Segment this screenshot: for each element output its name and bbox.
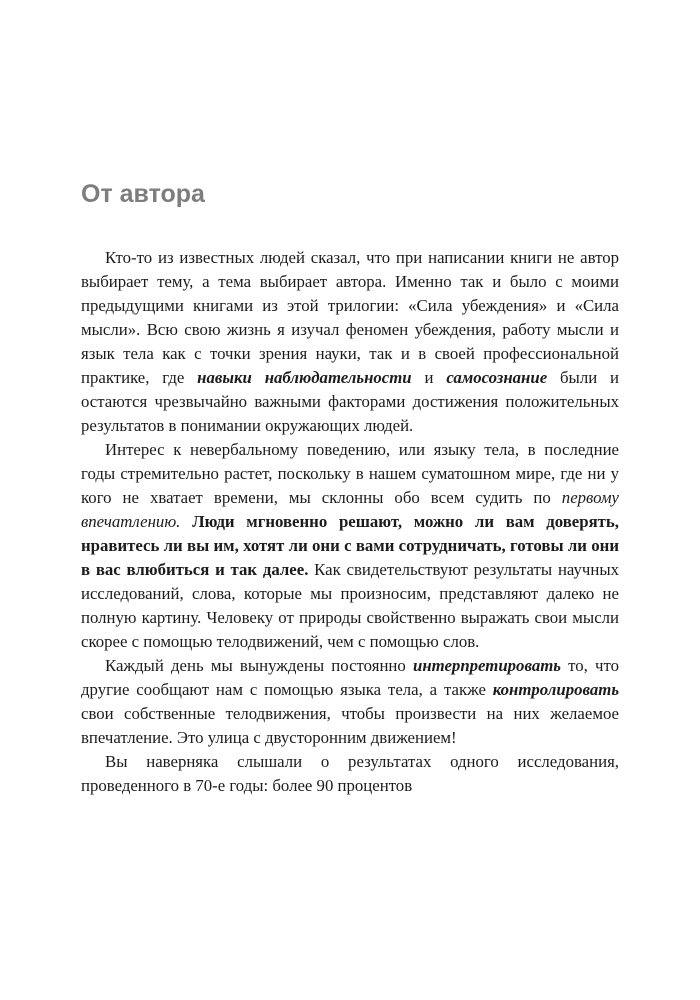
paragraph-3-italic-control: контролировать	[492, 680, 619, 699]
paragraph-4-text-1: Вы наверняка слышали о результатах одного исследования, проведенного в 70-е годы: более 90 процентов	[81, 752, 619, 795]
body-text	[81, 246, 619, 798]
paragraph-4	[81, 750, 619, 798]
paragraph-2-bold-statement: Люди мгновенно решают, можно ли вам доверять, нравитесь ли вы им, хотят ли они с вами сотрудничать, готовы ли они в вас влюбиться и так далее.	[81, 512, 619, 579]
chapter-title: От автора	[81, 180, 205, 208]
paragraph-1	[81, 246, 619, 438]
paragraph-1-text-3: были и остаются чрезвычайно важными факторами достижения положительных результатов в понимании окружающих людей.	[81, 368, 619, 435]
paragraph-1-text-2: и	[411, 368, 447, 387]
paragraph-3	[81, 654, 619, 750]
paragraph-3-text-1: Каждый день мы вынуждены постоянно	[105, 656, 413, 675]
paragraph-2-text-1: Интерес к невербальному поведению, или языку тела, в последние годы стремительно растет, поскольку в нашем суматошном мире, где ни у кого не хватает времени, мы склонны обо всем судить по	[81, 440, 619, 507]
paragraph-3-text-3: свои собственные телодвижения, чтобы произвести на них желаемое впечатление. Это улица с двусторонним движением!	[81, 704, 619, 747]
paragraph-3-italic-interpret: интерпретировать	[413, 656, 561, 675]
paragraph-1-italic-self-awareness: самосознание	[446, 368, 548, 387]
paragraph-2	[81, 438, 619, 654]
paragraph-3-text-2: то, что другие сообщают нам с помощью языка тела, а также	[81, 656, 619, 699]
paragraph-2-text-2: Как свидетельствуют результаты научных исследований, слова, которые мы произносим, представляют далеко не полную картину. Человеку от природы свойственно выражать свои мысли скорее с помощью телодвижений, чем с помощью слов.	[81, 560, 620, 651]
paragraph-2-italic-first-impression: первому впечатлению.	[81, 488, 619, 531]
paragraph-1-text-1: Кто-то из известных людей сказал, что при написании книги не автор выбирает тему, а тема выбирает автора. Именно так и было с моими предыдущими книгами из этой трилогии: «Сила убеждения» и «Сила мысли». Всю свою жизнь я изучал феномен убеждения, работу мысли и язык тела как с точки зрения науки, так и в своей профессиональной практике, где	[81, 248, 619, 387]
paragraph-1-italic-observation-skills: навыки наблюдательности	[197, 368, 412, 387]
